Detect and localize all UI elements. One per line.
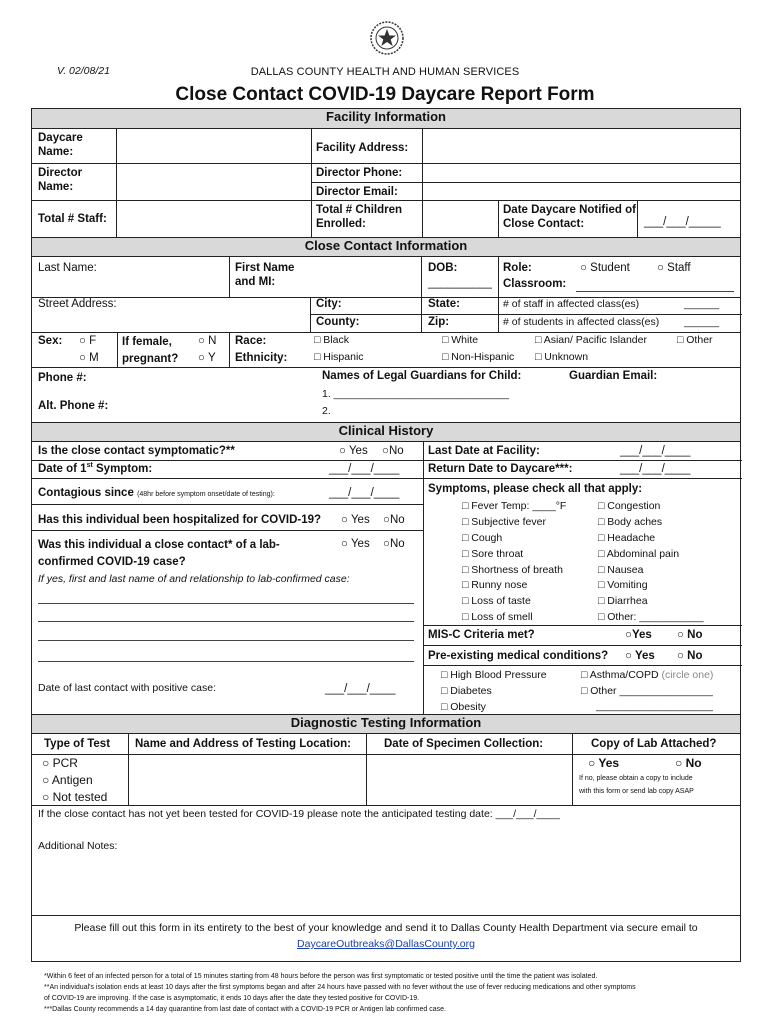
additional-notes-field[interactable] (38, 855, 736, 911)
close-contact-yes-radio[interactable]: ○ Yes (341, 538, 370, 550)
if-yes-note: If yes, first and last name of and relationship to lab-confirmed case: (38, 573, 350, 585)
copy-note-line-1: If no, please obtain a copy to include (579, 775, 693, 782)
footnote-2: **An individual's isolation ends at least 10 days after the first symptoms began and after 24 hours have passed with no fever without the use of fever reducing medications and other symptoms (44, 983, 636, 991)
race-other-checkbox[interactable]: □ Other (677, 334, 713, 346)
symptoms-heading: Symptoms, please check all that apply: (428, 483, 643, 495)
ethnicity-unknown-checkbox[interactable]: □ Unknown (535, 351, 589, 363)
symptom-shortness-breath[interactable]: □ Shortness of breath (462, 564, 563, 576)
copy-yes-radio[interactable]: ○ Yes (588, 756, 620, 770)
misc-no-radio[interactable]: ○ No (677, 629, 703, 641)
case-name-line-2[interactable] (38, 621, 414, 622)
pregnant-label: If female, pregnant? (122, 336, 179, 365)
col-copy-header: Copy of Lab Attached? (591, 738, 717, 750)
symptom-nausea[interactable]: □ Nausea (598, 564, 644, 576)
first-symptom-field[interactable]: ___/___/____ (329, 463, 400, 475)
symptom-fever-temp[interactable]: □ Fever Temp: ____°F (462, 500, 567, 512)
phone-label: Phone #: (38, 372, 87, 384)
staff-affected-field[interactable]: ______ (684, 298, 720, 310)
footnote-3: of COVID-19 are improving. If the case is asymptomatic, it ends 10 days after the date they tested positive for COVID-19. (44, 994, 420, 1002)
condition-diabetes[interactable]: □ Diabetes (441, 685, 492, 697)
race-white-checkbox[interactable]: □ White (442, 334, 479, 346)
street-address-label: Street Address: (38, 298, 117, 310)
last-date-facility-label: Last Date at Facility: (428, 445, 540, 457)
col-location-header: Name and Address of Testing Location: (135, 738, 351, 750)
symptomatic-question: Is the close contact symptomatic?** (38, 445, 235, 457)
copy-no-radio[interactable]: ○ No (675, 756, 702, 770)
symptom-loss-smell[interactable]: □ Loss of smell (462, 611, 533, 623)
case-name-line-3[interactable] (38, 640, 414, 641)
symptom-other[interactable]: □ Other: ___________ (598, 611, 704, 623)
symptom-cough[interactable]: □ Cough (462, 532, 503, 544)
last-date-facility-field[interactable]: ___/___/____ (620, 445, 691, 457)
students-affected-label: # of students in affected class(es) (503, 316, 660, 328)
race-black-checkbox[interactable]: □ Black (314, 334, 349, 346)
sex-f-radio[interactable]: ○ F (79, 335, 97, 347)
sex-m-radio[interactable]: ○ M (79, 352, 99, 364)
hospitalized-yes-radio[interactable]: ○ Yes (341, 514, 370, 526)
county-label: County: (316, 316, 360, 328)
ethnicity-nonhispanic-checkbox[interactable]: □ Non-Hispanic (442, 351, 515, 363)
symptomatic-no-radio[interactable]: ○No (382, 445, 404, 457)
zip-label: Zip: (428, 316, 450, 328)
test-antigen-radio[interactable]: ○ Antigen (42, 773, 93, 787)
footnote-4: ***Dallas County recommends a 14 day quarantine from last date of contact with a COVID-19 PCR or Antigen lab confirmed case. (44, 1005, 446, 1013)
condition-other-line[interactable]: ____________________ (596, 700, 713, 712)
symptomatic-yes-radio[interactable]: ○ Yes (339, 445, 368, 457)
test-pcr-radio[interactable]: ○ PCR (42, 756, 78, 770)
footnote-1: *Within 6 feet of an infected person for a total of 15 minutes starting from 48 hours before the person was first symptomatic or tested positive until the time the patient was isolated. (44, 973, 598, 980)
misc-question: MIS-C Criteria met? (428, 629, 535, 641)
contagious-note: (48hr before symptom onset/date of testing): (137, 491, 275, 498)
section-contact-heading: Close Contact Information (32, 237, 740, 257)
symptom-body-aches[interactable]: □ Body aches (598, 516, 663, 528)
page-title: Close Contact COVID-19 Daycare Report Form (175, 84, 595, 105)
symptom-headache[interactable]: □ Headache (598, 532, 656, 544)
submit-email-link[interactable]: DaycareOutbreaks@DallasCounty.org (297, 938, 475, 950)
agency-name: DALLAS COUNTY HEALTH AND HUMAN SERVICES (250, 66, 520, 78)
total-children-label: Total # Children Enrolled: (316, 204, 403, 231)
county-seal-icon (369, 20, 405, 56)
contagious-field[interactable]: ___/___/____ (329, 487, 400, 499)
facility-address-field[interactable] (423, 130, 740, 163)
director-phone-label: Director Phone: (316, 167, 403, 179)
symptom-runny-nose[interactable]: □ Runny nose (462, 579, 528, 591)
condition-high-bp[interactable]: □ High Blood Pressure (441, 669, 547, 681)
director-phone-field[interactable] (423, 164, 740, 181)
director-email-label: Director Email: (316, 186, 398, 198)
total-children-field[interactable] (423, 201, 497, 236)
hospitalized-no-radio[interactable]: ○No (383, 514, 405, 526)
race-asian-checkbox[interactable]: □ Asian/ Pacific Islander (535, 334, 647, 346)
hospitalized-question: Has this individual been hospitalized for COVID-19? (38, 514, 322, 526)
symptom-diarrhea[interactable]: □ Diarrhea (598, 595, 648, 607)
guardian-1-field[interactable]: 1. ______________________________ (322, 388, 509, 400)
testing-location-field[interactable] (129, 755, 365, 804)
guardians-label: Names of Legal Guardians for Child: (322, 370, 522, 382)
report-form (31, 108, 741, 962)
director-name-field[interactable] (117, 164, 310, 200)
col-type-header: Type of Test (44, 738, 111, 750)
daycare-name-field[interactable] (117, 130, 310, 163)
first-name-label: First Name and MI: (235, 262, 295, 289)
first-symptom-label: Date of 1st Symptom: (38, 462, 153, 475)
dob-label: DOB: (428, 262, 458, 274)
symptom-vomiting[interactable]: □ Vomiting (598, 579, 648, 591)
copy-note-line-2: with this form or send lab copy ASAP (579, 788, 694, 795)
total-staff-label: Total # Staff: (38, 213, 107, 225)
case-name-line-1[interactable] (38, 603, 414, 604)
col-date-header: Date of Specimen Collection: (384, 738, 544, 750)
close-contact-question: Was this individual a close contact* of a lab-confirmed COVID-19 case? (38, 539, 280, 568)
symptom-abdominal-pain[interactable]: □ Abdominal pain (598, 548, 680, 560)
additional-notes-label: Additional Notes: (38, 840, 118, 852)
pregnant-n-radio[interactable]: ○ N (198, 335, 217, 347)
specimen-date-field[interactable] (367, 755, 571, 804)
daycare-name-label: Daycare Name: (38, 132, 83, 159)
last-name-label: Last Name: (38, 262, 97, 274)
footnotes (44, 972, 744, 1015)
asthma-circle-note: (circle one) (661, 669, 714, 681)
last-contact-label: Date of last contact with positive case: (38, 682, 217, 694)
condition-other[interactable]: □ Other ________________ (581, 685, 713, 697)
return-date-label: Return Date to Daycare***: (428, 463, 573, 475)
symptom-subjective-fever[interactable]: □ Subjective fever (462, 516, 546, 528)
preexisting-no-radio[interactable]: ○ No (677, 650, 703, 662)
race-label: Race: (235, 335, 267, 347)
pregnant-y-radio[interactable]: ○ Y (198, 352, 216, 364)
preexisting-yes-radio[interactable]: ○ Yes (625, 650, 655, 662)
anticipated-testing-note: If the close contact has not yet been tested for COVID-19 please note the anticipated testing date: ___/___/____ (38, 808, 560, 820)
facility-address-label: Facility Address: (316, 142, 409, 154)
test-not-tested-radio[interactable]: ○ Not tested (42, 790, 108, 804)
guardian-2-field[interactable]: 2. (322, 405, 331, 417)
total-staff-field[interactable] (117, 201, 310, 236)
alt-phone-label: Alt. Phone #: (38, 400, 109, 412)
preexisting-question: Pre-existing medical conditions? (428, 650, 609, 662)
classroom-label: Classroom: (503, 278, 567, 290)
condition-asthma[interactable]: □ Asthma/COPD (circle one) (581, 669, 714, 681)
staff-affected-label: # of staff in affected class(es) (503, 298, 640, 310)
director-name-label: Director Name: (38, 167, 83, 194)
symptom-sore-throat[interactable]: □ Sore throat (462, 548, 524, 560)
section-clinical-heading: Clinical History (32, 422, 740, 442)
form-version: V. 02/08/21 (57, 65, 110, 77)
state-label: State: (428, 298, 460, 310)
date-notified-label: Date Daycare Notified of Close Contact: (503, 204, 636, 231)
role-label: Role: (503, 262, 532, 274)
classroom-field[interactable] (576, 291, 734, 292)
city-label: City: (316, 298, 342, 310)
last-contact-field[interactable]: ___/___/____ (325, 683, 396, 695)
misc-yes-radio[interactable]: ○Yes (625, 629, 652, 641)
return-date-field[interactable]: ___/___/____ (620, 463, 691, 475)
students-affected-field[interactable]: ______ (684, 316, 720, 328)
date-notified-field[interactable]: ___/___/_____ (644, 216, 721, 228)
sex-label: Sex: (38, 335, 63, 347)
director-email-field[interactable] (423, 183, 740, 200)
role-staff-radio[interactable]: ○ Staff (657, 262, 691, 274)
section-testing-heading: Diagnostic Testing Information (32, 714, 740, 734)
ethnicity-label: Ethnicity: (235, 352, 288, 364)
close-contact-no-radio[interactable]: ○No (383, 538, 405, 550)
symptom-loss-taste[interactable]: □ Loss of taste (462, 595, 531, 607)
case-name-line-4[interactable] (38, 661, 414, 662)
section-facility-heading: Facility Information (32, 109, 740, 129)
guardian-email-label: Guardian Email: (569, 370, 658, 382)
contagious-label: Contagious since (38, 487, 134, 499)
condition-obesity[interactable]: □ Obesity (441, 701, 486, 713)
submit-instruction: Please fill out this form in its entirety to the best of your knowledge and send it to Dallas County Health Department via secure email to (74, 922, 698, 934)
dob-field[interactable]: __________ (428, 277, 492, 289)
symptom-congestion[interactable]: □ Congestion (598, 500, 661, 512)
role-student-radio[interactable]: ○ Student (580, 262, 630, 274)
ethnicity-hispanic-checkbox[interactable]: □ Hispanic (314, 351, 364, 363)
